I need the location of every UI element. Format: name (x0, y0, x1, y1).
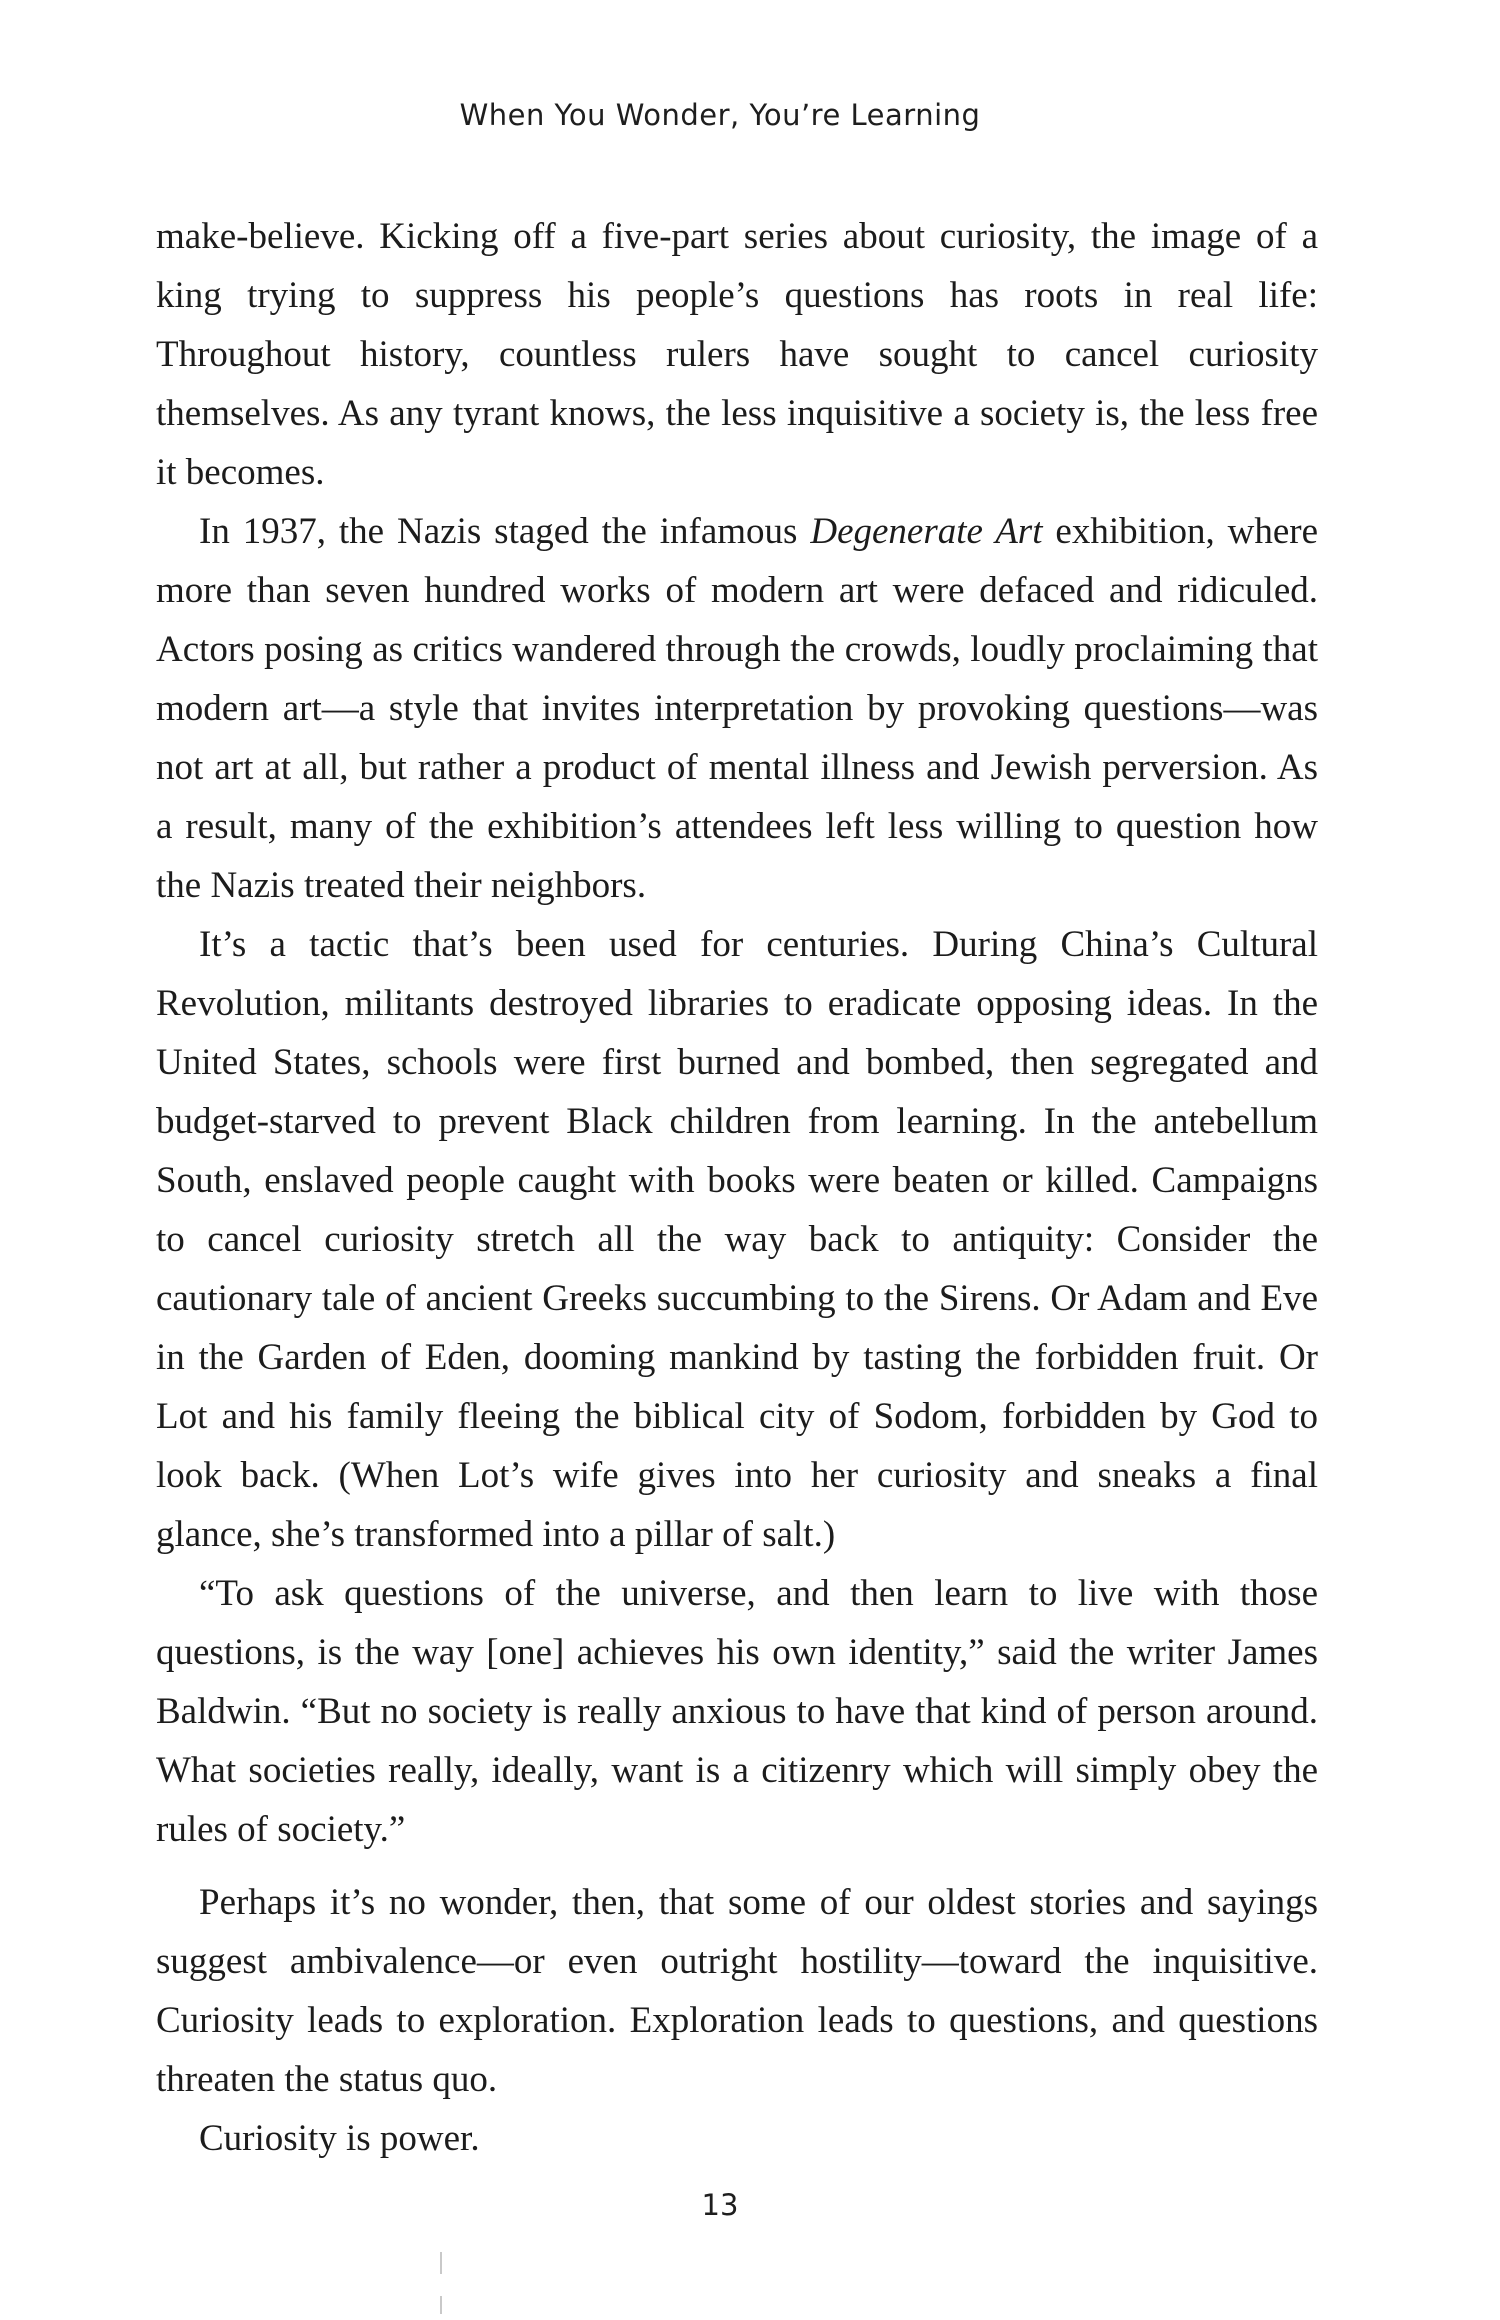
paragraph-text: In 1937, the Nazis staged the infamous (199, 511, 811, 552)
paragraph: It’s a tactic that’s been used for centuries. During China’s Cultural Revolution, militants destroyed libraries to eradicate opposing ideas. In the United States, schools were first burned and bombed, then segregated and budget-starved to prevent Black children from learning. In the antebellum South, enslaved people caught with books were beaten or killed. Campaigns to cancel curiosity stretch all the way back to antiquity: Consider the cautionary tale of ancient Greeks succumbing to the Sirens. Or Adam and Eve in the Garden of Eden, dooming mankind by tasting the forbidden fruit. Or Lot and his family fleeing the biblical city of Sodom, forbidden by God to look back. (When Lot’s wife gives into her curiosity and sneaks a final glance, she’s transformed into a pillar of salt.) (156, 924, 1318, 1555)
scan-artifact (440, 2252, 442, 2274)
body-text (156, 207, 1318, 2168)
paragraph: make-believe. Kicking off a five-part series about curiosity, the image of a king trying to suppress his people’s questions has roots in real life: Throughout history, countless rulers have sought to cancel curiosity themselves. As any tyrant knows, the less inquisitive a society is, the less free it becomes. (156, 216, 1318, 493)
paragraph (156, 502, 1318, 915)
italic-title: Degenerate Art (810, 511, 1043, 552)
scan-artifact (440, 2296, 442, 2314)
paragraph-text: exhibition, where more than seven hundred works of modern art were defaced and ridiculed. Actors posing as critics wandered through the crowds, loudly proclaiming that modern art—a style that invites interpretation by provoking questions—was not art at all, but rather a product of mental illness and Jewish perversion. As a result, many of the exhibition’s attendees left less willing to question how the Nazis treated their neighbors. (156, 511, 1318, 906)
page-number: 13 (701, 2188, 739, 2222)
running-head: When You Wonder, You’re Learning (459, 98, 981, 132)
paragraph: Curiosity is power. (199, 2118, 480, 2159)
paragraph: Perhaps it’s no wonder, then, that some of our oldest stories and sayings suggest ambivalence—or even outright hostility—toward the inquisitive. Curiosity leads to exploration. Exploration leads to questions, and questions threaten the status quo. (156, 1882, 1318, 2100)
paragraph: “To ask questions of the universe, and then learn to live with those questions, is the way [one] achieves his own identity,” said the writer James Baldwin. “But no society is really anxious to have that kind of person around. What societies really, ideally, want is a citizenry which will simply obey the rules of society.” (156, 1573, 1318, 1850)
